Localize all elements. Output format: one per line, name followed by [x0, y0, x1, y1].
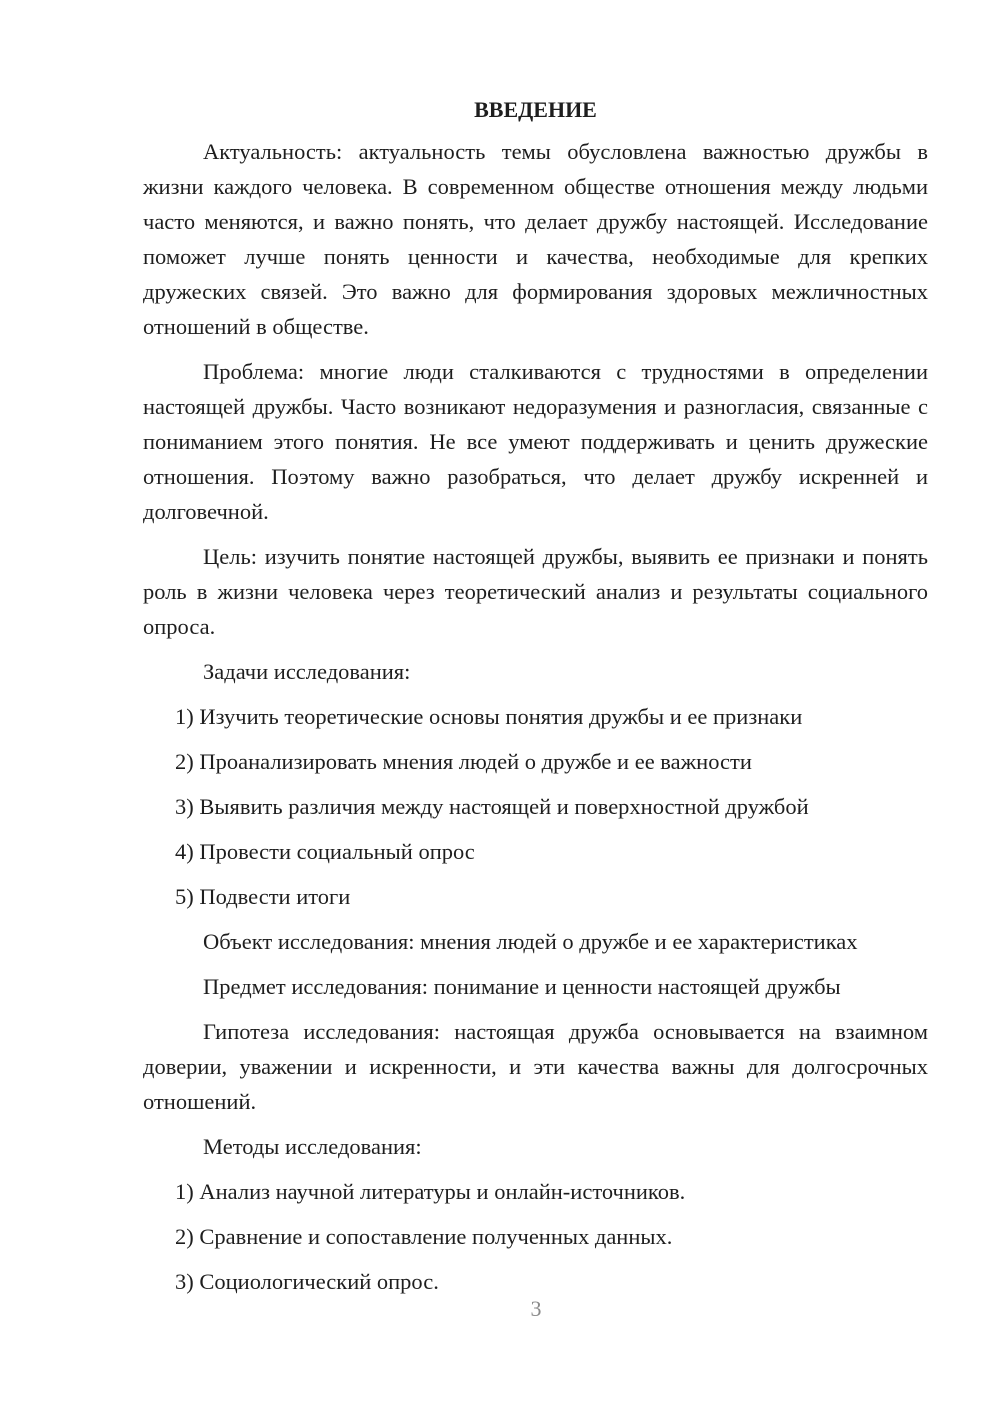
tasks-list	[143, 699, 928, 914]
tasks-title: Задачи исследования:	[203, 659, 411, 684]
relevance-paragraph: Актуальность: актуальность темы обусловлена важностью дружбы в жизни каждого человека. В современном обществе отношения между людьми часто меняются, и важно понять, что делает дружбу настоящей. Исследование поможет лучше понять ценности и качества, необходимые для крепких дружеских связей. Это важно для формирования здоровых межличностных отношений в обществе.	[143, 139, 928, 339]
list-item: 3) Социологический опрос.	[175, 1269, 439, 1294]
list-item: 1) Изучить теоретические основы понятия дружбы и ее признаки	[175, 704, 803, 729]
page-number: 3	[530, 1296, 542, 1321]
list-item: 4) Провести социальный опрос	[175, 839, 475, 864]
document-page	[143, 92, 928, 1309]
goal-paragraph: Цель: изучить понятие настоящей дружбы, выявить ее признаки и понять роль в жизни человека через теоретический анализ и результаты социального опроса.	[143, 544, 928, 639]
section-heading: ВВЕДЕНИЕ	[474, 97, 597, 122]
object-line: Объект исследования: мнения людей о дружбе и ее характеристиках	[203, 929, 858, 954]
list-item: 3) Выявить различия между настоящей и поверхностной дружбой	[175, 794, 809, 819]
methods-list	[143, 1174, 928, 1299]
list-item: 2) Проанализировать мнения людей о дружбе и ее важности	[175, 749, 752, 774]
list-item: 5) Подвести итоги	[175, 884, 351, 909]
subject-line: Предмет исследования: понимание и ценности настоящей дружбы	[203, 974, 841, 999]
methods-title: Методы исследования:	[203, 1134, 422, 1159]
list-item: 2) Сравнение и сопоставление полученных данных.	[175, 1224, 673, 1249]
hypothesis-paragraph: Гипотеза исследования: настоящая дружба основывается на взаимном доверии, уважении и искренности, и эти качества важны для долгосрочных отношений.	[143, 1019, 928, 1114]
list-item: 1) Анализ научной литературы и онлайн-источников.	[175, 1179, 686, 1204]
problem-paragraph: Проблема: многие люди сталкиваются с трудностями в определении настоящей дружбы. Часто возникают недоразумения и разногласия, связанные с пониманием этого понятия. Не все умеют поддерживать и ценить дружеские отношения. Поэтому важно разобраться, что делает дружбу искренней и долговечной.	[143, 359, 928, 524]
